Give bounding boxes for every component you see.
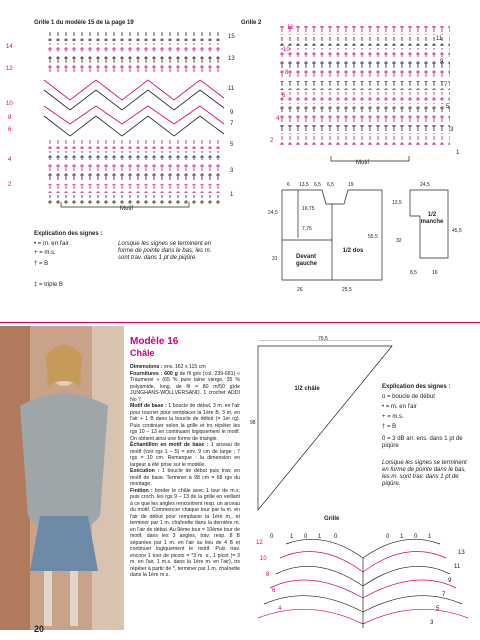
svg-text:0: 0 — [414, 534, 418, 540]
legend-note: Lorsque les signes se terminent en forme de pointe dans le bas, les m. sont trav. dans 1 pt de piqûre. — [382, 460, 467, 487]
dim-label: 16 — [432, 270, 438, 276]
legend-symbol: 0 — [382, 436, 386, 442]
row-label: 8 — [8, 115, 12, 121]
svg-text:1: 1 — [318, 534, 322, 540]
instr-text: de fil gris (col. 239-681) « Träumerei » (65 % pure laine vierge, 35 % polyamide, long. de fil = 80 m/50 g)de JUNGHANS-WOLLVERSAND. 1 crochet ADDI No 7 — [130, 370, 240, 403]
legend-symbol: o — [382, 394, 386, 400]
legend-row — [34, 261, 48, 268]
piece-label: Devant gauche — [296, 254, 318, 267]
svg-text:0: 0 — [270, 534, 274, 540]
dim-label: 32 — [396, 238, 402, 244]
grid2-title: Grille 2 — [241, 20, 262, 26]
instr-text: 1 boucle de début puis trav. en motif de base. Terminer à 98 cm = 68 rgs du montage. — [130, 468, 240, 487]
row-label: 12 — [287, 25, 294, 31]
row-label: 8 — [266, 572, 270, 578]
dim-label: 24,5 — [268, 210, 278, 216]
dim-label: 45,5 — [452, 228, 462, 234]
row-label: 5 — [230, 142, 234, 148]
motif-label-2: Motif — [356, 160, 370, 166]
row-label: 4 — [276, 116, 280, 122]
dim-label: 6,5 — [327, 182, 334, 188]
row-label: 4 — [8, 157, 12, 163]
dim-label: 13,5 — [299, 182, 309, 188]
instr-heading: Exécution : — [130, 468, 160, 474]
instr-text: 1 boucle de début, 3 m. en l'air pour tourner pour remplacer la 1ère B, 3 m. en l'air + 1 B dans la boucle de début (= 1er rg). Puis continuer selon la grille et trs répéter les rgs 10 – 13 en continuant logiquement le motif. On obtient ainsi une forme de triangle. — [130, 403, 240, 442]
legend-note: Lorsque les signes se terminent en forme de pointe dans le bas, les m. sont trav. dans 1 pt de piqûre. — [118, 241, 212, 261]
dim-label: 24,5 — [420, 182, 430, 188]
stitch-chart-shawl — [250, 528, 476, 632]
motif-bracket — [330, 156, 410, 166]
row-label: 6 — [8, 127, 12, 133]
svg-text:1: 1 — [400, 534, 404, 540]
row-label: 3 — [430, 620, 434, 626]
svg-text:0: 0 — [334, 534, 338, 540]
legend-row — [34, 250, 56, 257]
instr-heading: Finition : — [130, 487, 153, 494]
row-label: 7 — [444, 82, 448, 88]
legend-symbol: † — [382, 424, 386, 430]
row-label: 5 — [446, 104, 450, 110]
legend-row — [382, 414, 404, 421]
svg-text:1: 1 — [290, 534, 294, 540]
stitch-chart-grid2 — [270, 24, 470, 154]
row-label: 10 — [6, 101, 13, 107]
piece-label: 1/2 châle — [294, 386, 320, 392]
sleeve-schematic — [400, 186, 460, 266]
front-back-schematic — [252, 180, 392, 300]
instr-text: env. 162 x 115 cm — [164, 364, 206, 370]
grille-label: Grille — [324, 516, 340, 522]
instr-heading: Fournitures : 600 g — [130, 370, 178, 377]
dim-label: 76,5 — [318, 336, 328, 342]
motif-label: Motif — [120, 206, 134, 212]
legend-row — [382, 394, 435, 401]
row-label: 9 — [230, 110, 234, 116]
dim-label: 6 — [287, 182, 290, 188]
dim-label: 55,5 — [368, 234, 378, 240]
stitch-chart-grid1 — [30, 28, 240, 208]
row-label: 4 — [278, 606, 282, 612]
dim-label: 6,5 — [314, 182, 321, 188]
dim-label: 16,75 — [302, 206, 315, 212]
piece-label: 1/2 dos — [342, 248, 364, 254]
svg-text:0: 0 — [386, 534, 390, 540]
legend-text: = m. en l'air — [385, 404, 417, 410]
row-label: 2 — [8, 182, 12, 188]
grid1-title: Grille 1 du modèle 15 de la page 19 — [34, 20, 134, 26]
dim-label: 19 — [348, 182, 354, 188]
instr-heading: Motif de base : — [130, 403, 167, 409]
legend-row — [34, 241, 69, 248]
dim-label: 98 — [250, 420, 256, 426]
legend-title: Explication des signes : — [34, 231, 103, 237]
row-label: 3 — [450, 127, 454, 133]
row-label: 9 — [440, 59, 444, 65]
legend-text: = B — [39, 261, 49, 267]
row-label: 1 — [230, 192, 234, 198]
section-divider — [0, 322, 480, 323]
page-number: 20 — [34, 624, 45, 634]
row-label: 13 — [228, 56, 235, 62]
row-label: 11 — [454, 564, 461, 570]
row-label: 3 — [230, 168, 234, 174]
row-label: 15 — [228, 34, 235, 40]
legend-row — [382, 424, 396, 431]
row-label: 10 — [260, 556, 267, 562]
row-label: 7 — [230, 121, 234, 127]
legend-text: = m.s. — [387, 414, 404, 420]
piece-label: 1/2 manche — [420, 212, 444, 225]
row-label: 13 — [458, 550, 465, 556]
legend-symbol: + — [34, 250, 38, 256]
row-label: 9 — [448, 578, 452, 584]
legend-text: = B — [387, 424, 397, 430]
dim-label: 31 — [272, 256, 278, 262]
legend-row — [34, 282, 63, 289]
model-title: Modèle 16 — [130, 336, 179, 347]
row-label: 14 — [6, 44, 13, 50]
legend-text: = m.s. — [39, 250, 56, 256]
row-label: 2 — [270, 138, 274, 144]
instr-heading: Dimensions : — [130, 364, 163, 370]
row-label: 5 — [436, 606, 440, 612]
row-label: 11 — [436, 36, 443, 42]
svg-text:1: 1 — [428, 534, 432, 540]
legend-title: Explication des signes : — [382, 384, 451, 390]
row-label: 7 — [442, 592, 446, 598]
dim-label: 25,5 — [342, 287, 352, 293]
dim-label: 8,5 — [410, 270, 417, 276]
legend-symbol: • — [34, 241, 37, 247]
legend-symbol: † — [34, 261, 38, 267]
row-label: 6 — [282, 93, 286, 99]
legend-text: = m. en l'air — [37, 241, 69, 247]
row-label: 10 — [283, 47, 290, 53]
row-label: 6 — [272, 588, 276, 594]
row-label: 11 — [228, 86, 235, 92]
legend-symbol: + — [382, 414, 386, 420]
dim-label: 26 — [297, 287, 303, 293]
row-label: 12 — [6, 66, 13, 72]
instr-text: border le châle avec 1 tour de m.s. puis croch. les rgs 9 – 13 de la grille en veillant à ce que les angles rencontrent resp. un arceau du motif. Commencer chaque tour par la m. en l'air de début pour remplacer la 1ère m., et terminer par 1 m. chaînette dans la dernière m. en l'air de début. Au 9ème tour = 10ème tour de motif, dans les 3 angles, trav. resp. 8 B séparées par 1 m. en l'air au lieu de 4 B et continuer logiquement le motif. Puis trav. encore 1 tour de picots = *3 m. s., 1 picot (= 3 m. en l'air, 1 m.s. dans la 1ère m. en l'air), trs répéter à partir de *, terminer par 1 m. chaînette dans la 1ère m.s. — [130, 487, 240, 578]
dim-label: 13,5 — [392, 200, 402, 206]
instructions — [130, 364, 240, 579]
instr-text: 1 arceau de motif (voir rgs 1 – 5) = env. 9 cm de large ; 7 rgs = 10 cm. Remarque : la dimension en largeur a été prise sur le modèle. — [130, 442, 240, 468]
legend-symbol: ‡ — [34, 282, 38, 288]
model-photo — [0, 326, 124, 630]
row-label: 1 — [456, 150, 460, 156]
dim-label: 7,75 — [302, 226, 312, 232]
svg-text:0: 0 — [304, 534, 308, 540]
legend-symbol: • — [382, 404, 385, 410]
instr-heading: Échantillon en motif de base : — [130, 442, 209, 448]
row-label: 8 — [285, 70, 289, 76]
legend-row — [382, 404, 417, 411]
row-label: 12 — [256, 540, 263, 546]
legend-text: = boucle de début — [387, 394, 435, 400]
model-name: Châle — [130, 348, 155, 358]
legend-text: = 3 dB arr. ens. dans 1 pt de piqûre — [382, 436, 463, 449]
legend-text: = triple B — [39, 282, 63, 288]
legend-row — [382, 436, 472, 450]
shawl-schematic — [252, 340, 402, 515]
